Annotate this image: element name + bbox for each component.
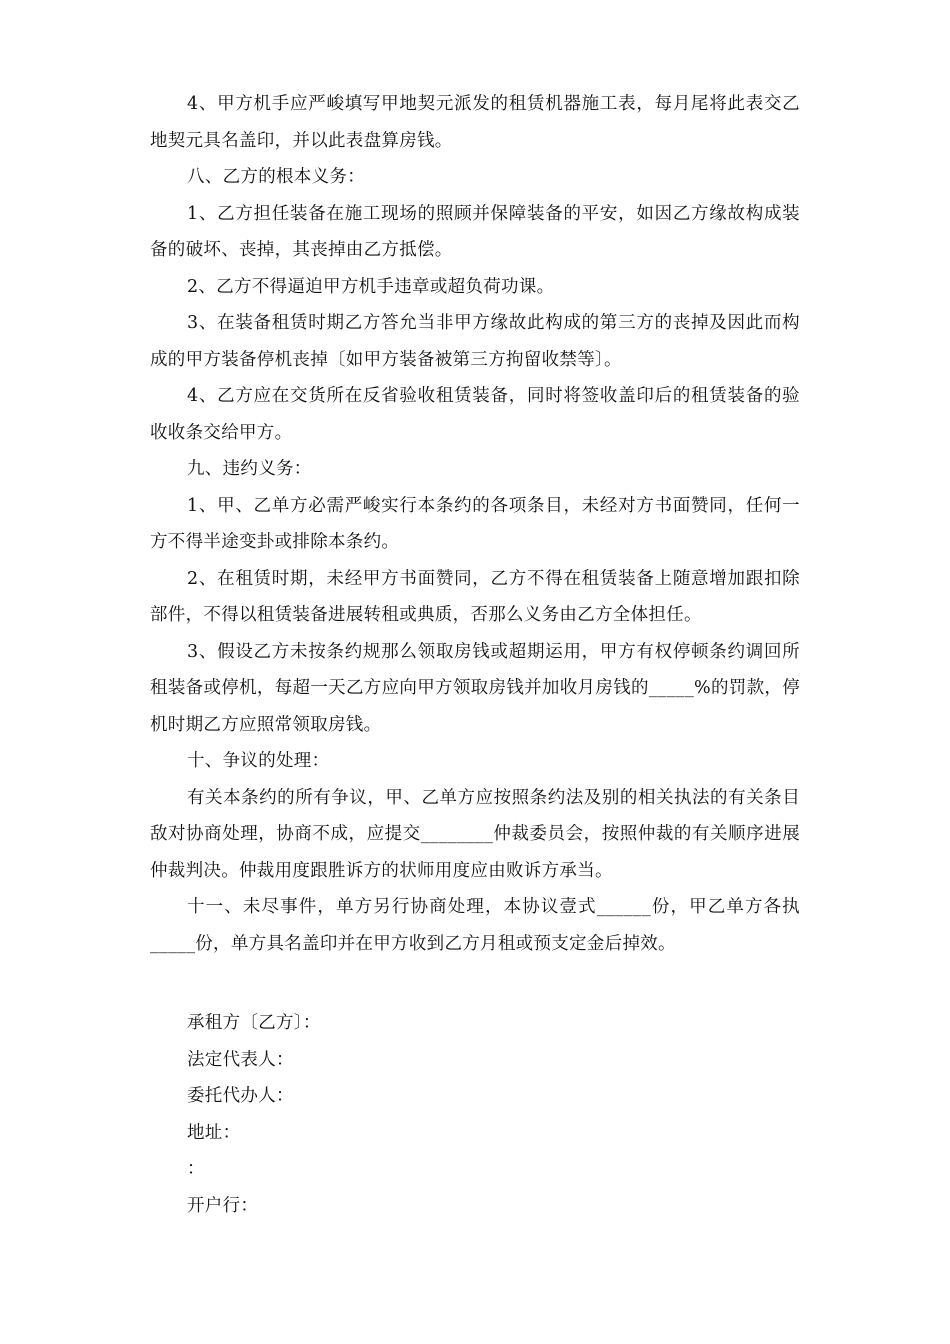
clause-11: 十一、未尽事件，单方另行协商处理，本协议壹式______份，甲乙单方各执_____份，单方具名盖印并在甲方收到乙方月租或预支定金后掉效。 [150,897,800,954]
clause-9-1: 1、甲、乙单方必需严峻实行本条约的各项条目，未经对方书面赞同，任何一方不得半途变卦或排除本条约。 [150,495,800,552]
clause-9-2: 2、在租赁时期，未经甲方书面赞同，乙方不得在租赁装备上随意增加跟扣除部件，不得以租赁装备进展转租或典质，否那么义务由乙方全体担任。 [150,568,800,625]
clause-9-3: 3、假设乙方未按条约规那么领取房钱或超期运用，甲方有权停顿条约调回所租装备或停机，每超一天乙方应向甲方领取房钱并加收月房钱的_____%的罚款，停机时期乙方应照常领取房钱。 [150,641,800,735]
clause-8-1: 1、乙方担任装备在施工现场的照顾并保障装备的平安，如因乙方缘故构成装备的破坏、丧掉，其丧掉由乙方抵偿。 [150,203,800,260]
address-label: 地址： [187,1122,241,1143]
clause-8-4: 4、乙方应在交货所在反省验收租赁装备，同时将签收盖印后的租赁装备的验收收条交给甲方。 [150,386,800,443]
signature-block [187,1005,687,1224]
lessee-label: 承租方〔乙方〕： [187,1013,321,1033]
contract-body [150,86,800,962]
bank-label: 开户行： [187,1195,259,1216]
legal-rep-label: 法定代表人： [187,1049,294,1070]
clause-10-body: 有关本条约的所有争议，甲、乙单方应按照条约法及别的相关执法的有关条目敌对协商处理，协商不成，应提交________仲裁委员会，按照仲裁的有关顺序进展仲裁判决。仲裁用度跟胜诉方的状师用度应由败诉方承当。 [150,787,800,881]
section-heading-8: 八、乙方的根本义务： [187,167,365,187]
agent-label: 委托代办人： [187,1086,294,1106]
section-heading-9: 九、违约义务： [187,459,312,479]
section-heading-10: 十、争议的处理： [187,751,330,771]
clause-7-4: 4、甲方机手应严峻填写甲地契元派发的租赁机器施工表，每月尾将此表交乙地契元具名盖印，并以此表盘算房钱。 [150,94,800,151]
clause-8-2: 2、乙方不得逼迫甲方机手违章或超负荷功课。 [187,276,555,297]
blank-colon-line: ： [187,1159,205,1179]
clause-8-3: 3、在装备租赁时期乙方答允当非甲方缘故此构成的第三方的丧掉及因此而构成的甲方装备停机丧掉〔如甲方装备被第三方拘留收禁等〕。 [150,313,800,370]
